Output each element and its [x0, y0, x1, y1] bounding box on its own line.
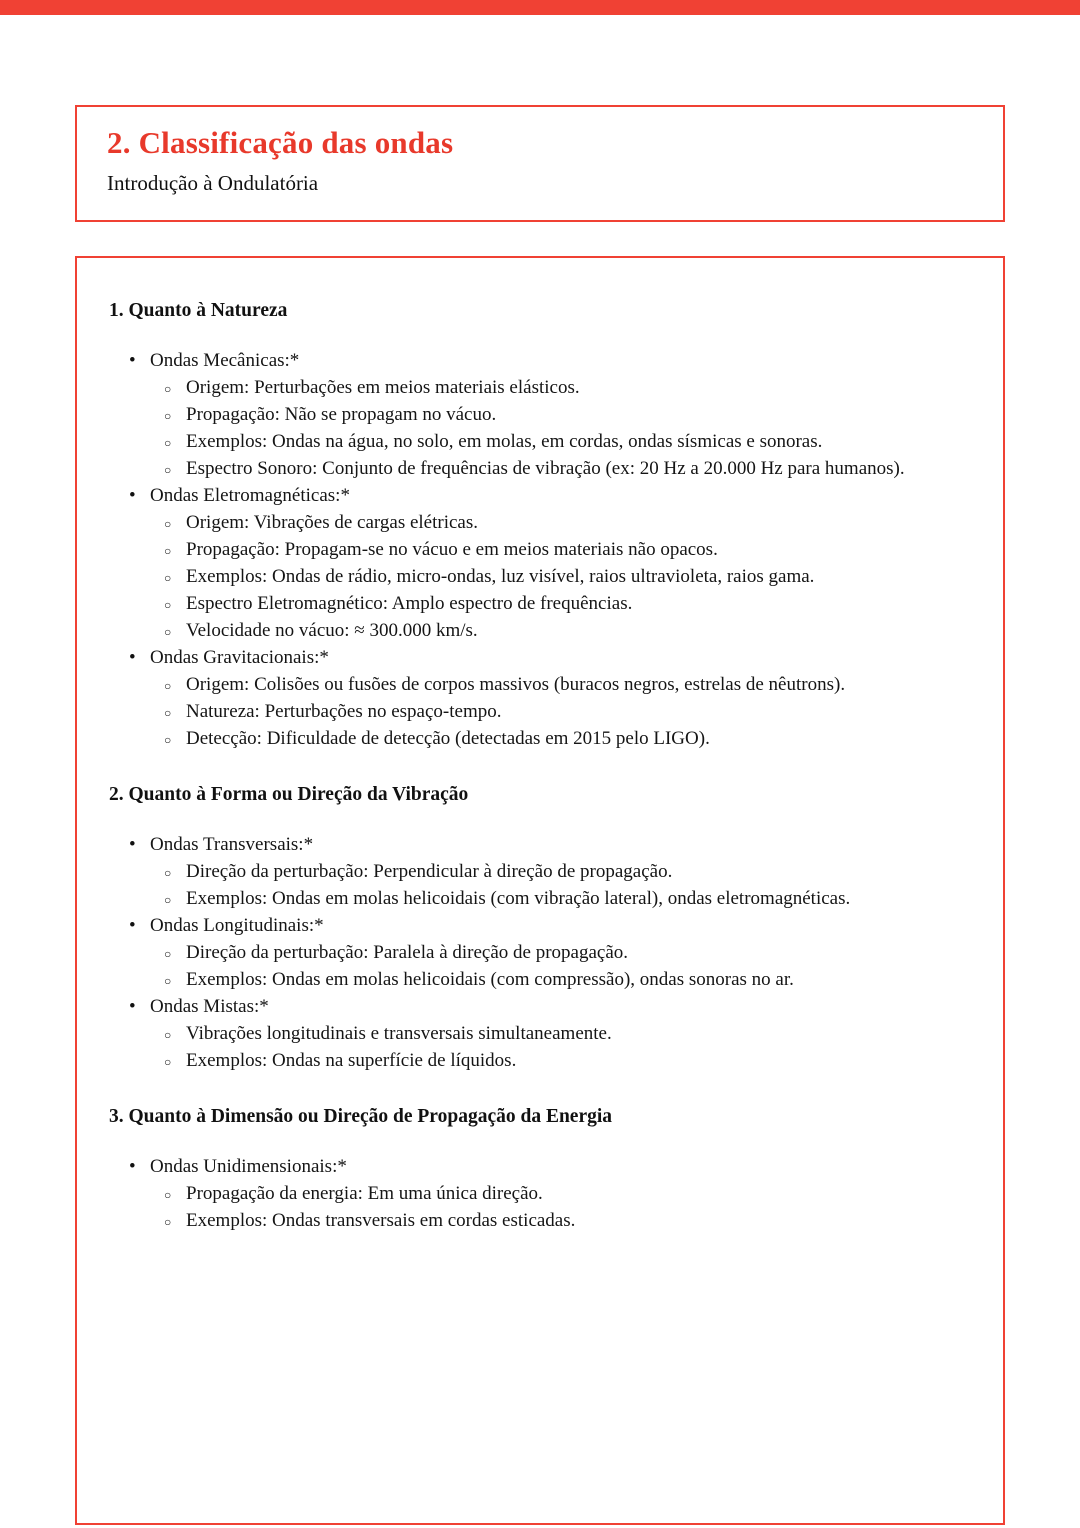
page-subtitle: Introdução à Ondulatória — [107, 171, 319, 195]
list-item-label: Ondas Gravitacionais:* — [150, 647, 329, 668]
top-accent-bar — [0, 0, 1080, 15]
list-item-label: Ondas Mistas:* — [150, 996, 269, 1017]
sub-list-item: ○ Exemplos: Ondas na superfície de líquidos. — [164, 1048, 969, 1074]
sub-bullet-list — [150, 859, 969, 912]
sub-list-item: ○ Natureza: Perturbações no espaço-tempo. — [164, 699, 969, 725]
sections-container — [109, 300, 969, 1234]
sub-list-item: ○ Propagação: Propagam-se no vácuo e em meios materiais não opacos. — [164, 537, 969, 563]
list-item-label: Ondas Mecânicas:* — [150, 350, 300, 371]
section-heading: 3. Quanto à Dimensão ou Direção de Propagação da Energia — [109, 1106, 613, 1127]
list-item — [127, 832, 969, 912]
sub-list-item: ○ Exemplos: Ondas transversais em cordas esticadas. — [164, 1208, 969, 1234]
sub-bullet-list — [150, 1021, 969, 1074]
sub-list-item: ○ Exemplos: Ondas de rádio, micro-ondas, luz visível, raios ultravioleta, raios gama. — [164, 564, 969, 590]
sub-bullet-list — [150, 940, 969, 993]
list-item — [127, 913, 969, 993]
sub-bullet-list — [150, 375, 969, 482]
sub-list-item: ○ Propagação: Não se propagam no vácuo. — [164, 402, 969, 428]
list-item-label: Ondas Longitudinais:* — [150, 915, 324, 936]
sub-list-item: ○ Propagação da energia: Em uma única direção. — [164, 1181, 969, 1207]
sub-list-item: ○ Exemplos: Ondas em molas helicoidais (com compressão), ondas sonoras no ar. — [164, 967, 969, 993]
sub-list-item: ○ Origem: Perturbações em meios materiais elásticos. — [164, 375, 969, 401]
sub-list-item: ○ Detecção: Dificuldade de detecção (detectadas em 2015 pelo LIGO). — [164, 726, 969, 752]
list-item-label: Ondas Unidimensionais:* — [150, 1156, 347, 1177]
sub-list-item: ○ Velocidade no vácuo: ≈ 300.000 km/s. — [164, 618, 969, 644]
sub-bullet-list — [150, 510, 969, 644]
sub-list-item: ○ Exemplos: Ondas na água, no solo, em molas, em cordas, ondas sísmicas e sonoras. — [164, 429, 969, 455]
sub-list-item: ○ Origem: Vibrações de cargas elétricas. — [164, 510, 969, 536]
sub-list-item: ○ Direção da perturbação: Paralela à direção de propagação. — [164, 940, 969, 966]
sub-list-item: ○ Espectro Sonoro: Conjunto de frequências de vibração (ex: 20 Hz a 20.000 Hz para humanos). — [164, 456, 969, 482]
bullet-list — [109, 348, 969, 752]
section — [109, 784, 969, 1074]
list-item-label: Ondas Transversais:* — [150, 834, 314, 855]
bullet-list — [109, 1154, 969, 1234]
bullet-list — [109, 832, 969, 1074]
list-item — [127, 483, 969, 644]
section-heading: 2. Quanto à Forma ou Direção da Vibração — [109, 784, 469, 805]
section — [109, 300, 969, 752]
sub-list-item: ○ Direção da perturbação: Perpendicular à direção de propagação. — [164, 859, 969, 885]
sub-bullet-list — [150, 1181, 969, 1234]
list-item — [127, 348, 969, 482]
sub-bullet-list — [150, 672, 969, 752]
list-item — [127, 645, 969, 752]
section — [109, 1106, 969, 1234]
sub-list-item: ○ Espectro Eletromagnético: Amplo espectro de frequências. — [164, 591, 969, 617]
sub-list-item: ○ Vibrações longitudinais e transversais simultaneamente. — [164, 1021, 969, 1047]
list-item-label: Ondas Eletromagnéticas:* — [150, 485, 350, 506]
content-card — [75, 256, 1005, 1525]
section-heading: 1. Quanto à Natureza — [109, 300, 288, 321]
header-card — [75, 105, 1005, 222]
page-title: 2. Classificação das ondas — [107, 125, 454, 160]
sub-list-item: ○ Origem: Colisões ou fusões de corpos massivos (buracos negros, estrelas de nêutrons). — [164, 672, 969, 698]
list-item — [127, 1154, 969, 1234]
sub-list-item: ○ Exemplos: Ondas em molas helicoidais (com vibração lateral), ondas eletromagnéticas. — [164, 886, 969, 912]
list-item — [127, 994, 969, 1074]
